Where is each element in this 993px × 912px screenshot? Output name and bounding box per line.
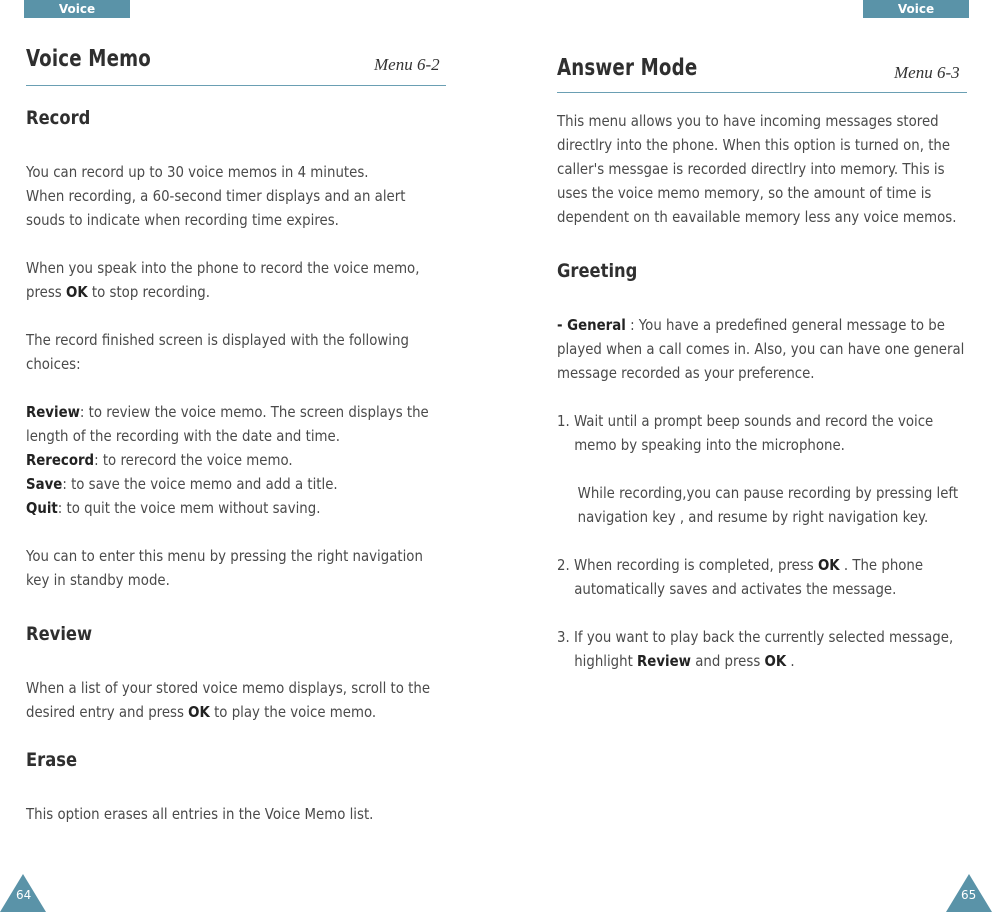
record-heading: Record: [26, 107, 91, 129]
record-paragraph-1b: When recording, a 60-second timer displays and an alert souds to indicate when recording time expires.: [26, 187, 406, 229]
title-rule: [26, 85, 446, 86]
record-paragraph-4: You can to enter this menu by pressing the right navigation key in standby mode.: [26, 547, 423, 589]
record-paragraph-3: The record finished screen is displayed with the following choices:: [26, 331, 409, 373]
option-review: Review: to review the voice memo. The screen displays the length of the recording with the date and time.: [26, 403, 429, 445]
step-1-note: While recording,you can pause recording by pressing left navigation key , and resume by right navigation key.: [577, 484, 959, 526]
menu-reference: Menu 6-2: [374, 55, 440, 74]
option-save: Save: to save the voice memo and add a title.: [26, 475, 338, 493]
review-heading: Review: [26, 623, 93, 645]
ok-key-label: OK: [65, 283, 88, 301]
page-title: Answer Mode: [557, 55, 698, 81]
erase-heading: Erase: [26, 749, 78, 771]
record-paragraph-1a: You can record up to 30 voice memos in 4 minutes.: [26, 163, 369, 181]
general-paragraph: - General : You have a predefined general message to be played when a call comes in. Also, you can have one general message recorded as your preference.: [557, 316, 965, 382]
step-2: 2. When recording is completed, press OK . The phone automatically saves and activates the message.: [557, 556, 924, 598]
step-3: 3. If you want to play back the currently selected message, highlight Review and press OK .: [557, 628, 954, 670]
right-page: [496, 0, 993, 912]
answer-mode-paragraph: This menu allows you to have incoming messages stored directlry into the phone. When this option is turned on, the caller's messgae is recorded directlry into memory. This is uses the voice memo memory, so the amount of time is dependent on th eavailable memory less any voice memos.: [557, 112, 957, 226]
section-tab-voice: Voice: [863, 0, 969, 18]
page-number: 65: [961, 888, 977, 902]
page-title: Voice Memo: [26, 46, 151, 72]
section-tab-voice: Voice: [24, 0, 130, 18]
record-paragraph-2: When you speak into the phone to record the voice memo, press OK to stop recording.: [26, 259, 420, 301]
greeting-heading: Greeting: [557, 260, 638, 282]
option-rerecord: Rerecord: to rerecord the voice memo.: [26, 451, 293, 469]
option-quit: Quit: to quit the voice mem without saving.: [26, 499, 321, 517]
title-rule: [557, 92, 967, 93]
erase-paragraph: This option erases all entries in the Voice Memo list.: [26, 805, 374, 823]
left-page: [0, 0, 496, 912]
page-number: 64: [16, 888, 32, 902]
review-paragraph: When a list of your stored voice memo displays, scroll to the desired entry and press OK to play the voice memo.: [26, 679, 431, 721]
menu-reference: Menu 6-3: [894, 63, 960, 82]
left-content: [26, 106, 446, 826]
step-1: 1. Wait until a prompt beep sounds and record the voice memo by speaking into the microphone.: [557, 412, 934, 454]
right-content: [557, 109, 968, 673]
